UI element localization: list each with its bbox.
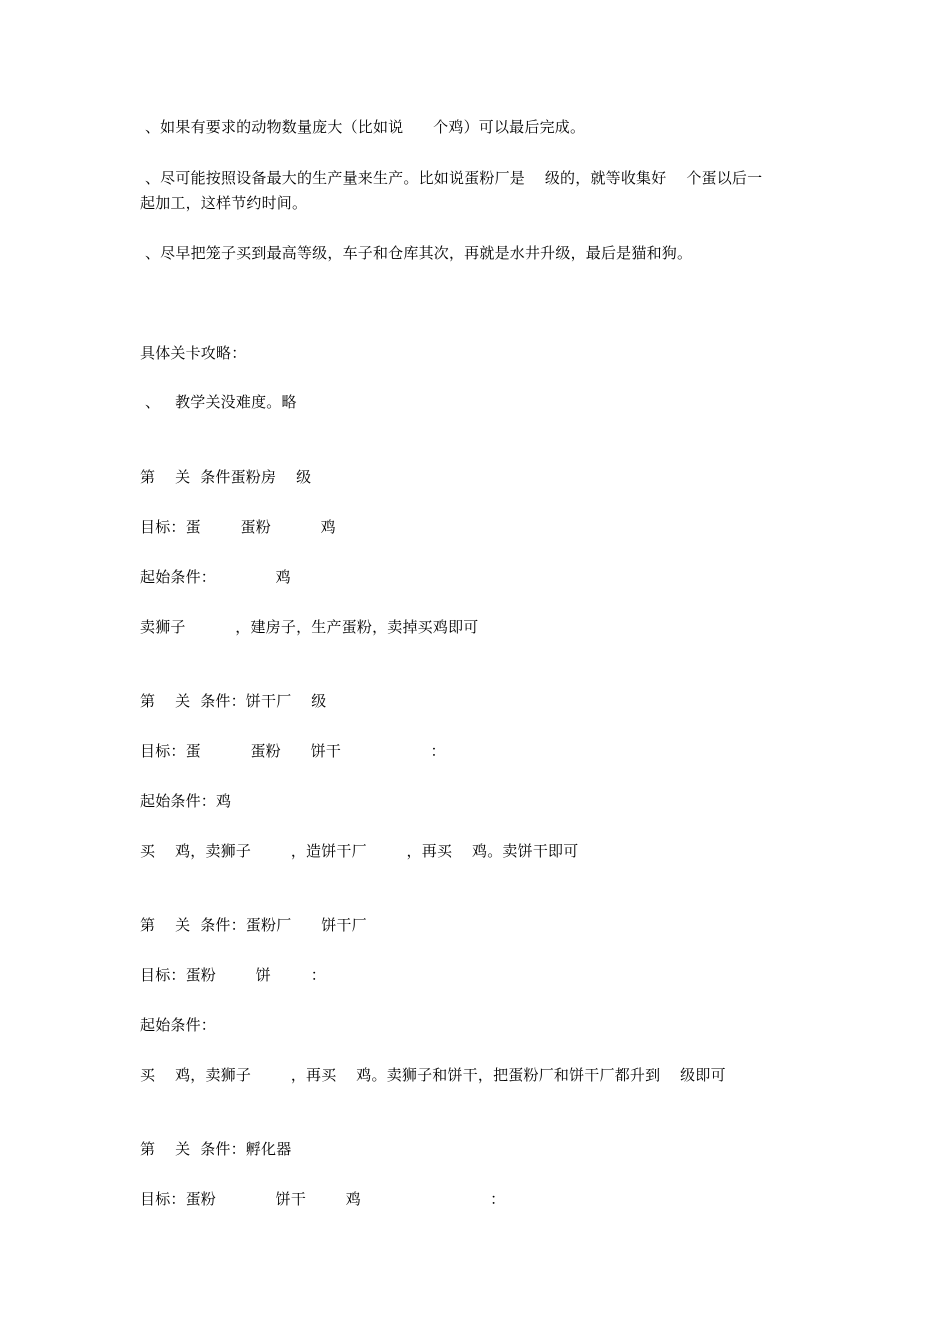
- level-4-goal: 目标：蛋粉 饼干 鸡 ：: [140, 1190, 506, 1208]
- section-title: 具体关卡攻略：: [140, 344, 247, 362]
- tutorial-level-line: 、 教学关没难度。略: [140, 393, 297, 411]
- level-2-goal: 目标：蛋 蛋粉 饼干 ：: [140, 742, 446, 760]
- tip-2-continued: 起加工，这样节约时间。: [140, 194, 308, 212]
- tip-3: 、尽早把笼子买到最高等级，车子和仓库其次，再就是水井升级，最后是猫和狗。: [140, 244, 693, 262]
- tip-1: 、如果有要求的动物数量庞大（比如说 个鸡）可以最后完成。: [140, 118, 586, 136]
- level-3-steps: 买 鸡，卖狮子 ，再买 鸡。卖狮子和饼干，把蛋粉厂和饼干厂都升到 级即可: [140, 1066, 726, 1084]
- level-1-start: 起始条件： 鸡: [140, 568, 291, 586]
- level-1-steps: 卖狮子 ，建房子，生产蛋粉，卖掉买鸡即可: [140, 618, 479, 636]
- level-2-steps: 买 鸡，卖狮子 ，造饼干厂 ，再买 鸡。卖饼干即可: [140, 842, 579, 860]
- level-2-header: 第 关 条件：饼干厂 级: [140, 692, 327, 710]
- level-3-start: 起始条件：: [140, 1016, 217, 1034]
- level-1-header: 第 关 条件蛋粉房 级: [140, 468, 312, 486]
- level-2-start: 起始条件：鸡: [140, 792, 232, 810]
- level-3-header: 第 关 条件：蛋粉厂 饼干厂: [140, 916, 367, 934]
- level-1-goal: 目标：蛋 蛋粉 鸡: [140, 518, 336, 536]
- level-3-goal: 目标：蛋粉 饼 ：: [140, 966, 326, 984]
- tip-2: 、尽可能按照设备最大的生产量来生产。比如说蛋粉厂是 级的，就等收集好 个蛋以后一: [140, 169, 763, 187]
- level-4-header: 第 关 条件：孵化器: [140, 1140, 292, 1158]
